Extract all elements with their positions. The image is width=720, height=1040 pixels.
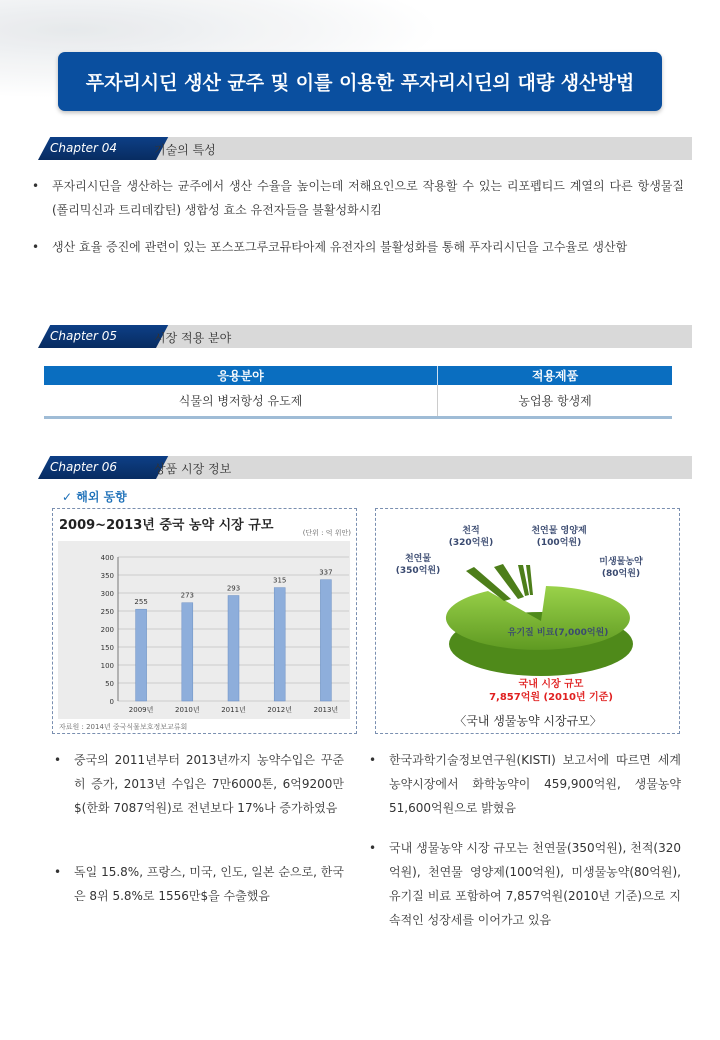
chart-unit: (단위 : 억 위안) bbox=[302, 529, 351, 537]
pie-value: (80억원) bbox=[601, 569, 641, 579]
bar-chart-box bbox=[52, 508, 357, 734]
chart-title: 2009~2013년 중국 농약 시장 규모 bbox=[59, 518, 274, 533]
bullet: • 푸자리시딘을 생산하는 균주에서 생산 수율을 높이는데 저해요인으로 작용할 수 있는 리포펩티드 계열의 다른 항생물질(폴리믹신과 트리데캅틴) 생합성 효소 유전자들을 불활성화시킴 bbox=[52, 174, 684, 222]
y-tick-label: 250 bbox=[100, 608, 114, 616]
pie-label: 미생물농약 bbox=[599, 557, 643, 567]
x-tick-label: 2009년 bbox=[128, 706, 154, 714]
bar bbox=[320, 580, 331, 701]
x-tick-label: 2011년 bbox=[221, 706, 246, 714]
pie-total-label: 국내 시장 규모 bbox=[518, 679, 584, 690]
bar-chart bbox=[53, 509, 356, 733]
table-row bbox=[44, 385, 672, 417]
bullet: • 독일 15.8%, 프랑스, 미국, 인도, 일본 순으로, 한국은 8위 5.8%로 1556만$을 수출했음 bbox=[74, 860, 344, 908]
bar-value-label: 273 bbox=[180, 591, 194, 600]
chapter-04-header bbox=[28, 137, 692, 160]
chapter-tag: Chapter 05 bbox=[50, 329, 118, 343]
bar-value-label: 293 bbox=[226, 584, 241, 593]
pie-value: (320억원) bbox=[448, 538, 494, 548]
y-tick-label: 200 bbox=[100, 626, 114, 634]
pie-label: 천연물 영양제 bbox=[531, 526, 587, 536]
table-cell: 농업용 항생제 bbox=[438, 385, 672, 417]
pie-chart-box bbox=[375, 508, 680, 734]
chapter-tag: Chapter 04 bbox=[50, 141, 118, 155]
application-table bbox=[44, 366, 672, 419]
pie-label: 천연물 bbox=[404, 554, 432, 564]
pie-value: (350억원) bbox=[395, 566, 441, 576]
pie-value: (100억원) bbox=[536, 538, 582, 548]
table-cell: 식물의 병저항성 유도제 bbox=[44, 385, 438, 417]
x-tick-label: 2013년 bbox=[313, 706, 339, 714]
x-tick-label: 2012년 bbox=[267, 706, 292, 714]
page-title: 푸자리시딘 생산 균주 및 이를 이용한 푸자리시딘의 대량 생산방법 bbox=[58, 52, 662, 111]
pie-caption: 〈국내 생물농약 시장규모〉 bbox=[454, 714, 602, 728]
bullet: • 중국의 2011년부터 2013년까지 농약수입은 꾸준히 증가, 2013년 수입은 7만6000톤, 6억9200만$(한화 7087억원)로 전년보다 17%나 증가하였음 bbox=[74, 748, 344, 820]
bullet: • 생산 효율 증진에 관련이 있는 포스포그루코뮤타아제 유전자의 불활성화를 통해 푸자리시딘을 고수율로 생산함 bbox=[52, 235, 684, 259]
bar bbox=[182, 603, 193, 701]
y-tick-label: 350 bbox=[100, 572, 114, 580]
bar-value-label: 337 bbox=[319, 568, 333, 577]
chapter-tag: Chapter 06 bbox=[50, 460, 118, 474]
chapter-label: 상품 시장 정보 bbox=[154, 462, 232, 476]
chapter-label: 시장 적용 분야 bbox=[154, 331, 232, 345]
table-header: 적용제품 bbox=[438, 366, 672, 385]
y-tick-label: 150 bbox=[100, 644, 114, 652]
pie-chart bbox=[376, 509, 679, 733]
bar bbox=[228, 596, 239, 701]
bar bbox=[136, 609, 147, 701]
bar bbox=[274, 588, 285, 701]
bar-value-label: 315 bbox=[273, 576, 287, 585]
chapter-label: 기술의 특성 bbox=[154, 143, 216, 157]
x-tick-label: 2010년 bbox=[175, 706, 200, 714]
bar-value-label: 255 bbox=[134, 598, 148, 607]
table-header: 응용분야 bbox=[44, 366, 438, 385]
chapter-06-header bbox=[28, 456, 692, 479]
y-tick-label: 50 bbox=[105, 680, 114, 688]
chapter-05-header bbox=[28, 325, 692, 348]
y-tick-label: 0 bbox=[109, 698, 114, 706]
pie-label: 유기질 비료(7,000억원) bbox=[507, 628, 609, 638]
subheading: ✓ 해외 동향 bbox=[62, 490, 127, 504]
y-tick-label: 100 bbox=[100, 662, 114, 670]
chart-source: 자료원 : 2014년 중국식물보호정보교류회 bbox=[59, 723, 188, 731]
y-tick-label: 400 bbox=[100, 554, 114, 562]
bullet: • 국내 생물농약 시장 규모는 천연물(350억원), 천적(320억원), 천연물 영양제(100억원), 미생물농약(80억원), 유기질 비료 포함하여 7,857억원(2010년 기준)으로 지속적인 성장세를 이어가고 있음 bbox=[389, 836, 681, 932]
bullet: • 한국과학기술정보연구원(KISTI) 보고서에 따르면 세계농약시장에서 화학농약이 459,900억원, 생물농약 51,600억원으로 밝혔음 bbox=[389, 748, 681, 820]
pie-total-value: 7,857억원 (2010년 기준) bbox=[489, 692, 613, 703]
y-tick-label: 300 bbox=[100, 590, 114, 598]
pie-label: 천적 bbox=[462, 526, 480, 536]
